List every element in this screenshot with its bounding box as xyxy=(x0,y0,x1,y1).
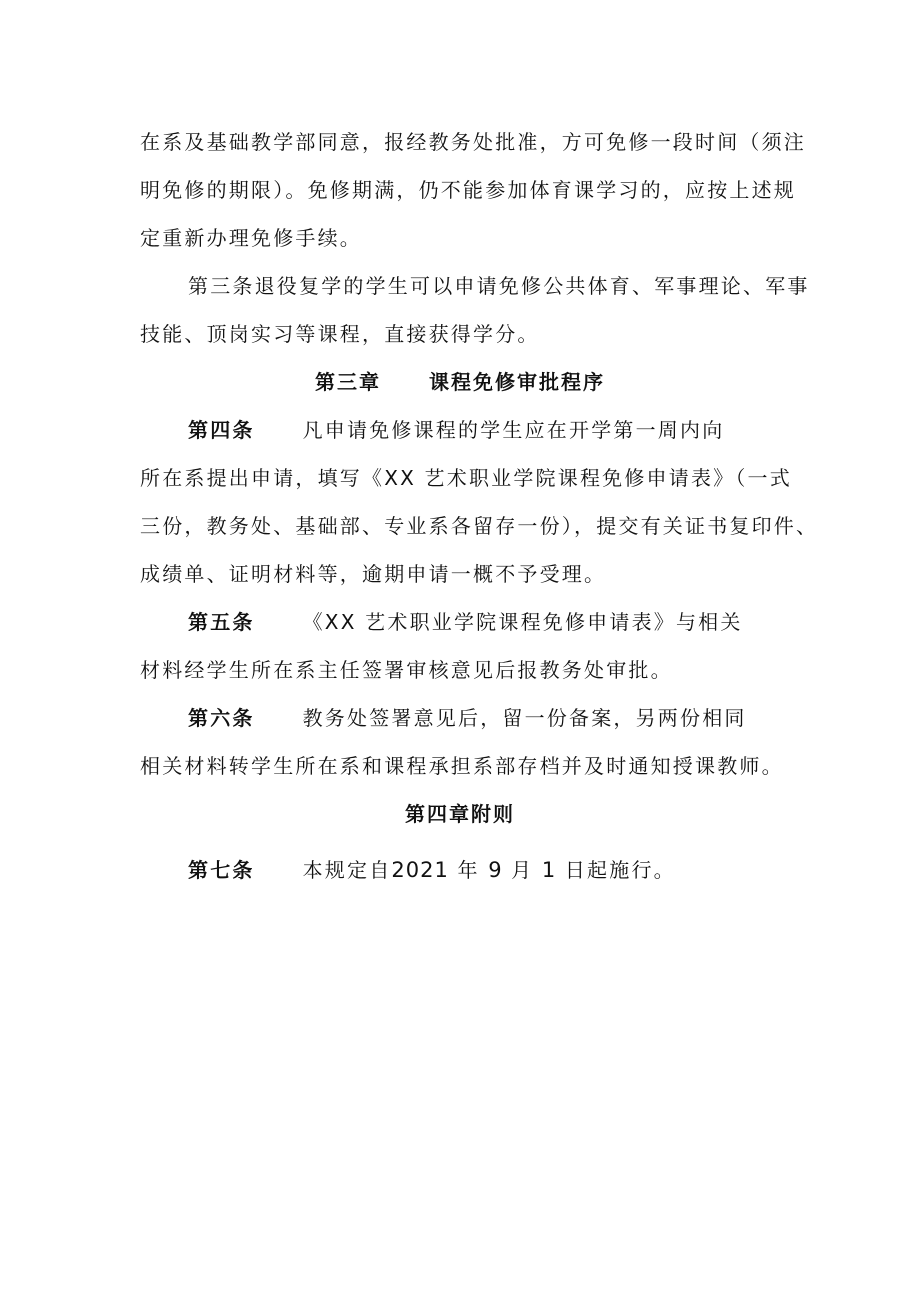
article7-day: 1 xyxy=(541,858,557,882)
article7-month: 9 xyxy=(488,858,503,882)
article7-month-unit: 月 xyxy=(511,858,534,882)
article3-line1: 第三条退役复学的学生可以申请免修公共体育、军事理论、军事 xyxy=(188,274,810,298)
article4-line1 xyxy=(188,416,724,444)
article2-line1: 在系及基础教学部同意，报经教务处批准，方可免修一段时间（须注 xyxy=(140,130,806,154)
article6-line1 xyxy=(188,704,747,732)
article7-line1 xyxy=(188,856,676,884)
chapter3-number: 第三章 xyxy=(315,370,381,394)
article7-prefix: 本规定自 xyxy=(302,858,392,882)
article4-text: 凡申请免修课程的学生应在开学第一周内向 xyxy=(302,418,725,442)
article7-year-unit: 年 xyxy=(457,858,480,882)
article4-line2: 所在系提出申请，填写《XX 艺术职业学院课程免修申请表》（一式 xyxy=(140,466,792,490)
article3-line2: 技能、顶岗实习等课程，直接获得学分。 xyxy=(140,322,540,346)
article6-line2: 相关材料转学生所在系和课程承担系部存档并及时通知授课教师。 xyxy=(140,754,784,778)
article6-text: 教务处签署意见后，留一份备案，另两份相同 xyxy=(302,706,747,730)
article4-line4: 成绩单、证明材料等，逾期申请一概不予受理。 xyxy=(140,562,607,586)
chapter3-heading xyxy=(0,368,920,396)
article7-label: 第七条 xyxy=(188,858,255,882)
article5-line2: 材料经学生所在系主任签署审核意见后报教务处审批。 xyxy=(140,658,673,682)
article7-suffix: 日起施行。 xyxy=(564,858,676,882)
chapter4-heading: 第四章附则 xyxy=(405,802,515,826)
article4-label: 第四条 xyxy=(188,418,255,442)
article5-text: 《XX 艺术职业学院课程免修申请表》与相关 xyxy=(302,610,743,634)
article7-year: 2021 xyxy=(391,858,449,882)
article2-line2: 明免修的期限）。免修期满，仍不能参加体育课学习的，应按上述规 xyxy=(140,178,796,202)
article6-label: 第六条 xyxy=(188,706,255,730)
chapter3-title: 课程免修审批程序 xyxy=(429,370,605,394)
article2-line3: 定重新办理免修手续。 xyxy=(140,226,362,250)
article5-line1 xyxy=(188,608,743,636)
article4-line3: 三份，教务处、基础部、专业系各留存一份），提交有关证书复印件、 xyxy=(140,514,819,538)
article5-label: 第五条 xyxy=(188,610,255,634)
